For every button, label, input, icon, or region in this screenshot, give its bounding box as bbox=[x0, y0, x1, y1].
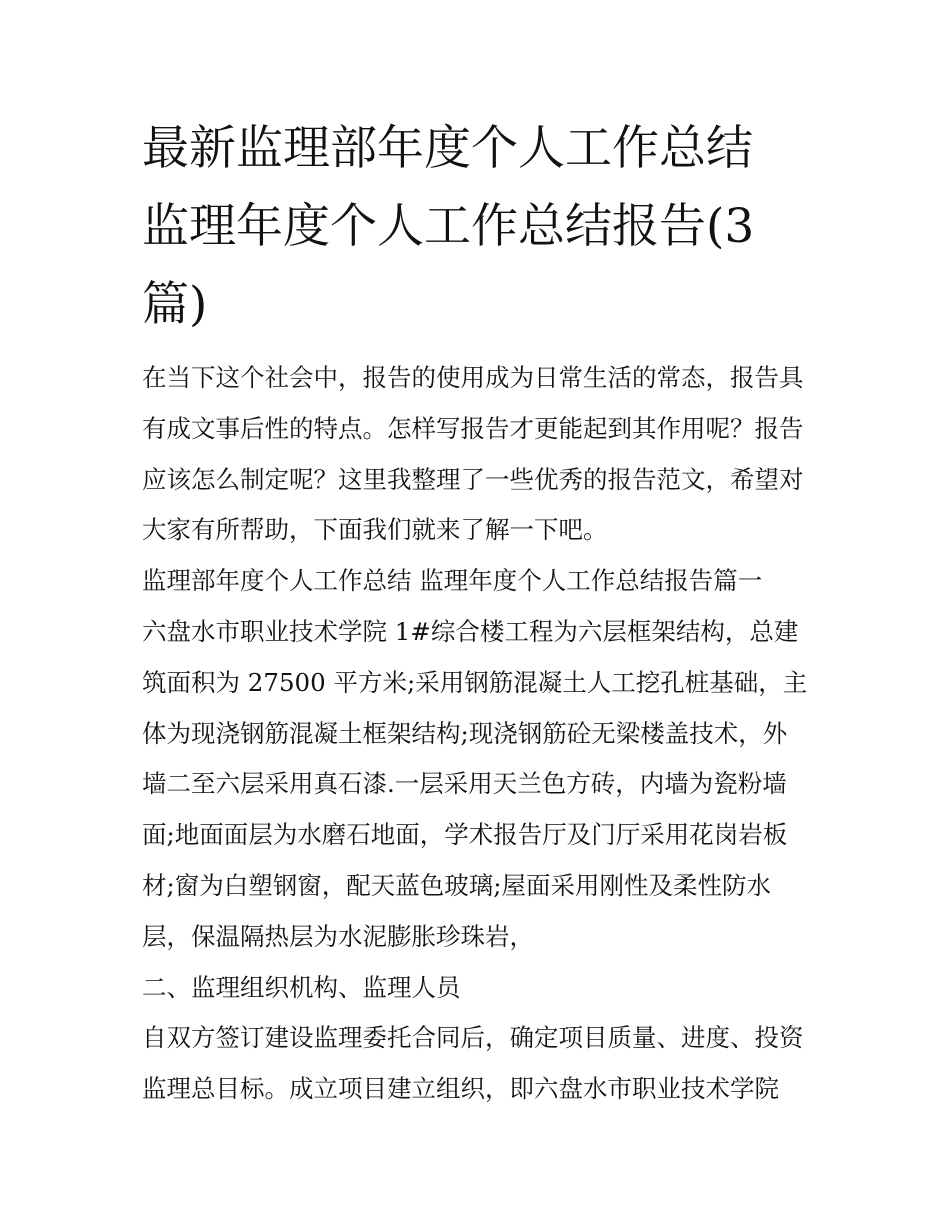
body-line: 监理总目标。成立项目建立组织，即六盘水市职业技术学院 bbox=[142, 1074, 779, 1104]
section-heading: 二、监理组织机构、监理人员 bbox=[142, 972, 461, 1002]
body-line: 墙二至六层采用真石漆.一层采用天兰色方砖，内墙为瓷粉墙 bbox=[142, 769, 787, 799]
body-line: 体为现浇钢筋混凝土框架结构;现浇钢筋砼无梁楼盖技术，外 bbox=[142, 718, 788, 748]
body-line: 在当下这个社会中，报告的使用成为日常生活的常态，报告具 bbox=[142, 363, 804, 392]
body-line: 有成文事后性的特点。怎样写报告才更能起到其作用呢？报告 bbox=[142, 413, 804, 443]
title-line: 篇) bbox=[142, 277, 208, 332]
body-line: 大家有所帮助，下面我们就来了解一下吧。 bbox=[142, 515, 608, 545]
body-line: 层，保温隔热层为水泥膨胀珍珠岩， bbox=[142, 921, 534, 951]
title-line: 监理年度个人工作总结报告(3 bbox=[142, 199, 755, 254]
body-line: 自双方签订建设监理委托合同后，确定项目质量、进度、投资 bbox=[142, 1023, 804, 1053]
body-line: 筑面积为 27500 平方米;采用钢筋混凝土人工挖孔桩基础，主 bbox=[142, 667, 808, 697]
body-line: 面;地面面层为水磨石地面，学术报告厅及门厅采用花岗岩板 bbox=[142, 820, 788, 850]
document-title bbox=[142, 110, 842, 344]
body-line: 材;窗为白塑钢窗，配天蓝色玻璃;屋面采用刚性及柔性防水 bbox=[142, 870, 772, 900]
section-heading: 监理部年度个人工作总结 监理年度个人工作总结报告篇一 bbox=[142, 566, 763, 596]
document-body bbox=[142, 353, 832, 1115]
title-line: 最新监理部年度个人工作总结 bbox=[142, 121, 753, 176]
body-line: 应该怎么制定呢？这里我整理了一些优秀的报告范文，希望对 bbox=[142, 464, 804, 494]
body-line: 六盘水市职业技术学院 1#综合楼工程为六层框架结构，总建 bbox=[142, 616, 799, 646]
